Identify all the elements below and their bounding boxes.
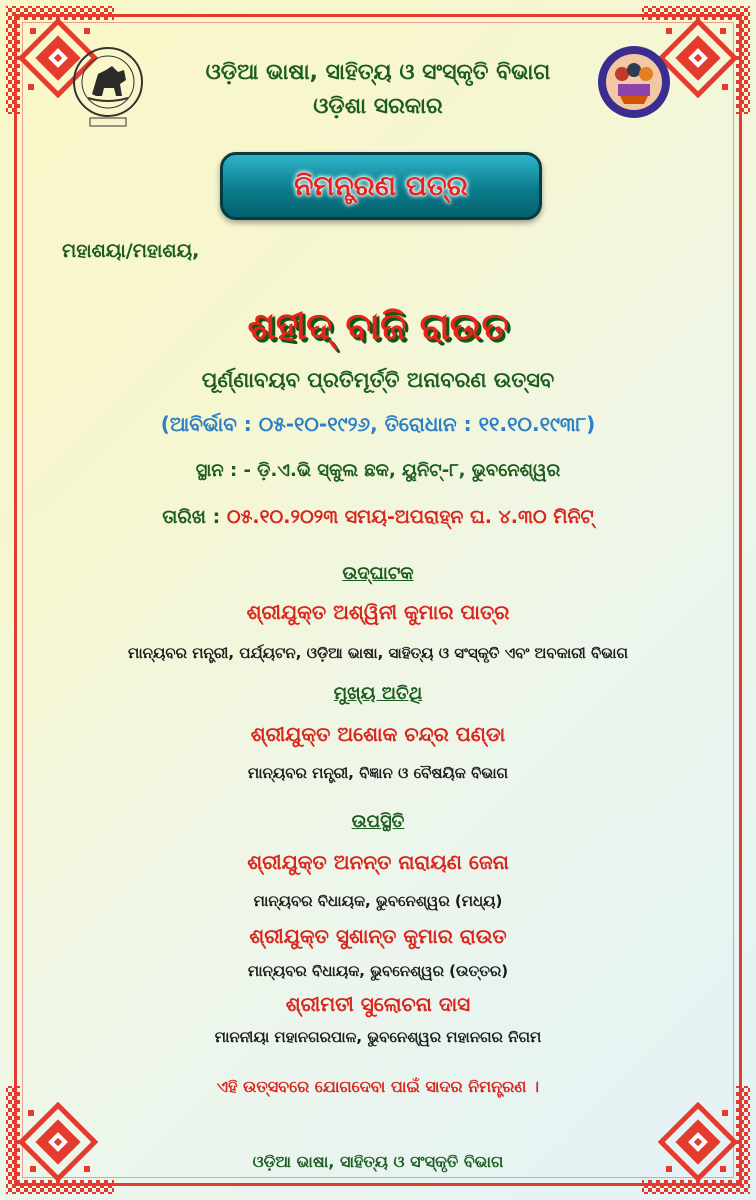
government-name: ଓଡ଼ିଶା ସରକାର — [313, 94, 443, 119]
life-dates: (ଆବିର୍ଭାବ : ୦୫-୧୦-୧୯୨୬, ତିରୋଧାନ : ୧୧.୧୦.୧୯୩୮) — [160, 412, 596, 436]
presence-person-designation: ମାନ୍ୟବର ବିଧାୟକ, ଭୁବନେଶ୍ୱର (ମଧ୍ୟ) — [253, 892, 503, 910]
chief-guest-heading: ମୁଖ୍ୟ ଅତିଥି — [333, 683, 423, 704]
invitation-line: ଏହି ଉତ୍ସବରେ ଯୋଗଦେବା ପାଇଁ ସାଦର ନିମନ୍ତ୍ରଣ । — [216, 1077, 540, 1096]
honoree-name: ଶହୀଦ୍ ବାଜି ରାଉତ — [247, 304, 509, 348]
presence-person-designation: ମାନନୀୟା ମହାନଗରପାଳ, ଭୁବନେଶ୍ୱର ମହାନଗର ନିଗମ — [214, 1028, 542, 1046]
presence-person-name: ଶ୍ରୀଯୁକ୍ତ ଅନନ୍ତ ନାରାୟଣ ଜେନା — [247, 850, 509, 874]
inaugurator-heading: ଉଦ୍‌ଘାଟକ — [342, 563, 414, 584]
footer-department: ଓଡ଼ିଆ ଭାଷା, ସାହିତ୍ୟ ଓ ସଂସ୍କୃତି ବିଭାଗ — [252, 1152, 504, 1171]
presence-heading: ଉପସ୍ଥିତି — [351, 811, 405, 832]
corner-ornament-bottom-left — [0, 1080, 120, 1200]
chief-guest-designation: ମାନ୍ୟବର ମନ୍ତ୍ରୀ, ବିଜ୍ଞାନ ଓ ବୈଷୟିକ ବିଭାଗ — [247, 764, 509, 782]
department-name: ଓଡ଼ିଆ ଭାଷା, ସାହିତ୍ୟ ଓ ସଂସ୍କୃତି ବିଭାଗ — [205, 60, 551, 85]
inaugurator-name: ଶ୍ରୀଯୁକ୍ତ ଅଶ୍ୱିନୀ କୁମାର ପାତ୍ର — [246, 600, 510, 624]
date-value: ୦୫.୧୦.୨୦୨୩ ସମୟ-ଅପରାହ୍ନ ଘ. ୪.୩୦ ମିନିଟ୍ — [226, 506, 594, 528]
date-time-line — [0, 506, 756, 528]
occasion-title: ପୂର୍ଣ୍ଣାବୟବ ପ୍ରତିମୂର୍ତ୍ତି ଅନାବରଣ ଉତ୍ସବ — [201, 368, 555, 392]
presence-person-name: ଶ୍ରୀଯୁକ୍ତ ସୁଶାନ୍ତ କୁମାର ରାଉତ — [249, 924, 507, 948]
chief-guest-name: ଶ୍ରୀଯୁକ୍ତ ଅଶୋକ ଚନ୍ଦ୍ର ପଣ୍ଡା — [250, 722, 506, 746]
corner-ornament-bottom-right — [636, 1080, 756, 1200]
venue-line: ସ୍ଥାନ : - ଡ଼ି.ଏ.ଭି ସ୍କୁଲ ଛକ, ୟୁନିଟ୍-୮, ଭୁବନେଶ୍ୱର — [195, 460, 561, 481]
salutation: ମହାଶୟା/ମହାଶୟ, — [62, 240, 200, 262]
invitation-banner-title: ନିମନ୍ତ୍ରଣ ପତ୍ର — [294, 169, 468, 202]
date-label: ତାରିଖ : — [162, 506, 227, 528]
inaugurator-designation: ମାନ୍ୟବର ମନ୍ତ୍ରୀ, ପର୍ଯ୍ୟଟନ, ଓଡ଼ିଆ ଭାଷା, ସାହିତ୍ୟ ଓ ସଂସ୍କୃତି ଏବଂ ଅବକାରୀ ବିଭାଗ — [128, 644, 628, 662]
invitation-banner — [220, 152, 542, 220]
presence-person-name: ଶ୍ରୀମତୀ ସୁଲୋଚନା ଦାସ — [285, 992, 471, 1016]
presence-person-designation: ମାନ୍ୟବର ବିଧାୟକ, ଭୁବନେଶ୍ୱର (ଉତ୍ତର) — [247, 962, 509, 980]
